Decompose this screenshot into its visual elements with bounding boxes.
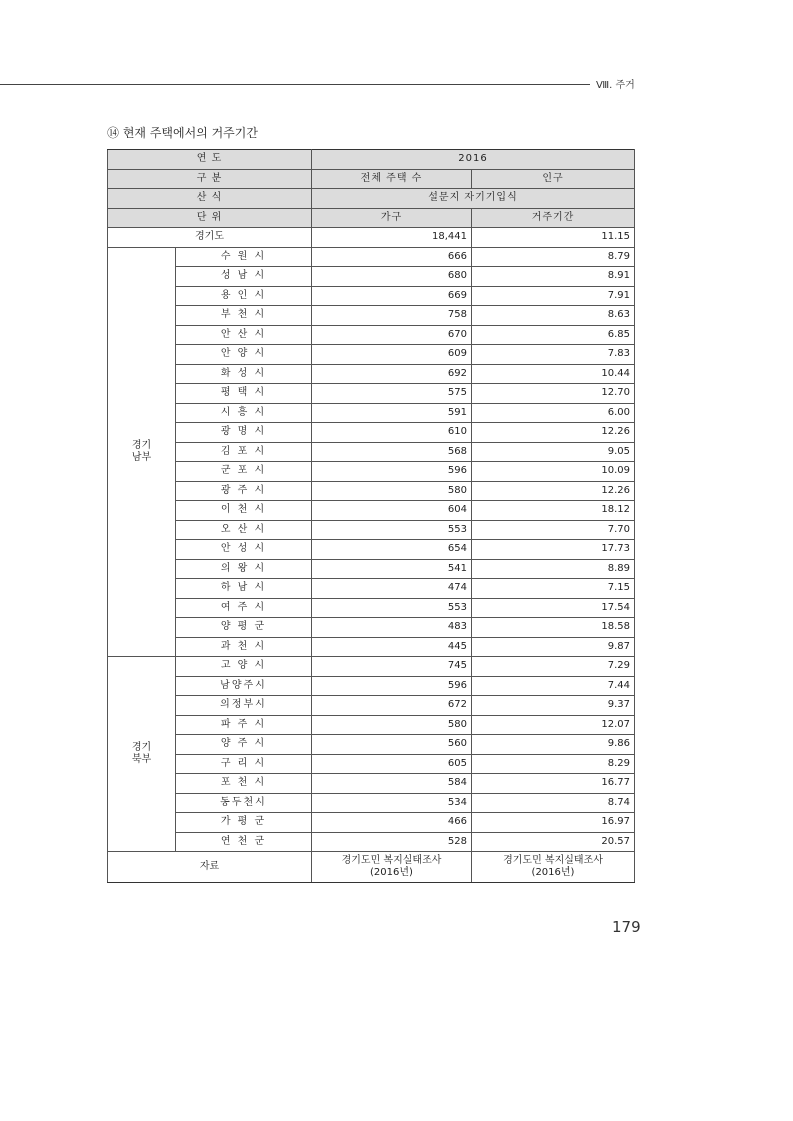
- period-value: 8.29: [472, 754, 635, 774]
- table-row: [108, 306, 635, 326]
- city-name: 파 주 시: [176, 715, 312, 735]
- city-name: 포 천 시: [176, 774, 312, 794]
- period-value: 12.26: [472, 423, 635, 443]
- period-value: 20.57: [472, 832, 635, 852]
- period-value: 12.70: [472, 384, 635, 404]
- city-name: 부 천 시: [176, 306, 312, 326]
- source-label: 자료: [108, 852, 312, 883]
- city-name: 화 성 시: [176, 364, 312, 384]
- header-row-year: [108, 150, 635, 170]
- table-row: [108, 423, 635, 443]
- table-row: [108, 598, 635, 618]
- city-name: 안 성 시: [176, 540, 312, 560]
- period-value: 6.00: [472, 403, 635, 423]
- total-households: 18,441: [312, 228, 472, 248]
- city-name: 광 주 시: [176, 481, 312, 501]
- period-value: 18.58: [472, 618, 635, 638]
- category-label: 구 분: [108, 169, 312, 189]
- period-value: 7.15: [472, 579, 635, 599]
- households-value: 758: [312, 306, 472, 326]
- period-value: 8.89: [472, 559, 635, 579]
- table-row: [108, 793, 635, 813]
- total-name: 경기도: [108, 228, 312, 248]
- period-value: 10.09: [472, 462, 635, 482]
- table-row: [108, 696, 635, 716]
- households-value: 666: [312, 247, 472, 267]
- method-label: 산 식: [108, 189, 312, 209]
- city-name: 시 흥 시: [176, 403, 312, 423]
- header-rule: [0, 84, 590, 85]
- households-value: 745: [312, 657, 472, 677]
- table-row: [108, 442, 635, 462]
- city-name: 광 명 시: [176, 423, 312, 443]
- table-row: [108, 462, 635, 482]
- households-value: 584: [312, 774, 472, 794]
- households-value: 575: [312, 384, 472, 404]
- region-label-north: 경기 북부: [108, 657, 176, 852]
- period-value: 10.44: [472, 364, 635, 384]
- region-label-south: 경기 남부: [108, 247, 176, 657]
- table-row: [108, 618, 635, 638]
- source-row: [108, 852, 635, 883]
- col1-unit: 가구: [312, 208, 472, 228]
- period-value: 12.26: [472, 481, 635, 501]
- section-title: ⑭ 현재 주택에서의 거주기간: [107, 126, 258, 140]
- total-period: 11.15: [472, 228, 635, 248]
- households-value: 528: [312, 832, 472, 852]
- period-value: 17.54: [472, 598, 635, 618]
- city-name: 동두천시: [176, 793, 312, 813]
- city-name: 남양주시: [176, 676, 312, 696]
- table-row: [108, 637, 635, 657]
- households-value: 541: [312, 559, 472, 579]
- households-value: 692: [312, 364, 472, 384]
- period-value: 9.37: [472, 696, 635, 716]
- households-value: 596: [312, 676, 472, 696]
- table-row: [108, 364, 635, 384]
- table-row: [108, 267, 635, 287]
- households-value: 580: [312, 481, 472, 501]
- total-row: [108, 228, 635, 248]
- city-name: 양 평 군: [176, 618, 312, 638]
- period-value: 8.79: [472, 247, 635, 267]
- table-row: [108, 540, 635, 560]
- table-row: [108, 813, 635, 833]
- col2-unit: 거주기간: [472, 208, 635, 228]
- households-value: 605: [312, 754, 472, 774]
- table-row: [108, 715, 635, 735]
- households-value: 445: [312, 637, 472, 657]
- table-row: [108, 657, 635, 677]
- households-value: 670: [312, 325, 472, 345]
- table-row: [108, 832, 635, 852]
- period-value: 8.63: [472, 306, 635, 326]
- table-row: [108, 774, 635, 794]
- households-value: 672: [312, 696, 472, 716]
- table-row: [108, 481, 635, 501]
- households-value: 609: [312, 345, 472, 365]
- table-row: [108, 286, 635, 306]
- col2-category: 인구: [472, 169, 635, 189]
- households-value: 474: [312, 579, 472, 599]
- period-value: 9.05: [472, 442, 635, 462]
- city-name: 김 포 시: [176, 442, 312, 462]
- period-value: 7.44: [472, 676, 635, 696]
- period-value: 9.87: [472, 637, 635, 657]
- city-name: 연 천 군: [176, 832, 312, 852]
- residence-period-table: [107, 149, 635, 883]
- households-value: 596: [312, 462, 472, 482]
- method-value: 설문지 자기기입식: [312, 189, 635, 209]
- city-name: 성 남 시: [176, 267, 312, 287]
- households-value: 553: [312, 598, 472, 618]
- households-value: 483: [312, 618, 472, 638]
- households-value: 591: [312, 403, 472, 423]
- period-value: 9.86: [472, 735, 635, 755]
- header-row-method: [108, 189, 635, 209]
- header-row-category: [108, 169, 635, 189]
- city-name: 평 택 시: [176, 384, 312, 404]
- period-value: 17.73: [472, 540, 635, 560]
- chapter-label: Ⅷ. 주거: [596, 80, 635, 91]
- period-value: 8.74: [472, 793, 635, 813]
- city-name: 군 포 시: [176, 462, 312, 482]
- period-value: 8.91: [472, 267, 635, 287]
- col1-category: 전체 주택 수: [312, 169, 472, 189]
- households-value: 604: [312, 501, 472, 521]
- households-value: 654: [312, 540, 472, 560]
- city-name: 양 주 시: [176, 735, 312, 755]
- households-value: 553: [312, 520, 472, 540]
- period-value: 7.70: [472, 520, 635, 540]
- table-row: [108, 247, 635, 267]
- city-name: 이 천 시: [176, 501, 312, 521]
- city-name: 오 산 시: [176, 520, 312, 540]
- households-value: 534: [312, 793, 472, 813]
- period-value: 16.97: [472, 813, 635, 833]
- table-row: [108, 579, 635, 599]
- households-value: 568: [312, 442, 472, 462]
- year-label: 연 도: [108, 150, 312, 170]
- city-name: 의정부시: [176, 696, 312, 716]
- city-name: 안 산 시: [176, 325, 312, 345]
- table-row: [108, 520, 635, 540]
- city-name: 여 주 시: [176, 598, 312, 618]
- unit-label: 단 위: [108, 208, 312, 228]
- city-name: 구 리 시: [176, 754, 312, 774]
- city-name: 안 양 시: [176, 345, 312, 365]
- period-value: 7.91: [472, 286, 635, 306]
- header-row-unit: [108, 208, 635, 228]
- city-name: 하 남 시: [176, 579, 312, 599]
- city-name: 수 원 시: [176, 247, 312, 267]
- year-value: 2016: [312, 150, 635, 170]
- source-col2: 경기도민 복지실태조사 (2016년): [472, 852, 635, 883]
- table-row: [108, 501, 635, 521]
- table-row: [108, 345, 635, 365]
- table-row: [108, 735, 635, 755]
- households-value: 610: [312, 423, 472, 443]
- table-row: [108, 559, 635, 579]
- period-value: 12.07: [472, 715, 635, 735]
- table-row: [108, 403, 635, 423]
- page-number: 179: [612, 918, 641, 936]
- period-value: 16.77: [472, 774, 635, 794]
- table-row: [108, 676, 635, 696]
- period-value: 7.83: [472, 345, 635, 365]
- city-name: 의 왕 시: [176, 559, 312, 579]
- table-row: [108, 754, 635, 774]
- households-value: 580: [312, 715, 472, 735]
- table-row: [108, 384, 635, 404]
- period-value: 18.12: [472, 501, 635, 521]
- city-name: 용 인 시: [176, 286, 312, 306]
- households-value: 560: [312, 735, 472, 755]
- households-value: 466: [312, 813, 472, 833]
- city-name: 과 천 시: [176, 637, 312, 657]
- table-row: [108, 325, 635, 345]
- period-value: 7.29: [472, 657, 635, 677]
- households-value: 680: [312, 267, 472, 287]
- city-name: 가 평 군: [176, 813, 312, 833]
- source-col1: 경기도민 복지실태조사 (2016년): [312, 852, 472, 883]
- period-value: 6.85: [472, 325, 635, 345]
- households-value: 669: [312, 286, 472, 306]
- city-name: 고 양 시: [176, 657, 312, 677]
